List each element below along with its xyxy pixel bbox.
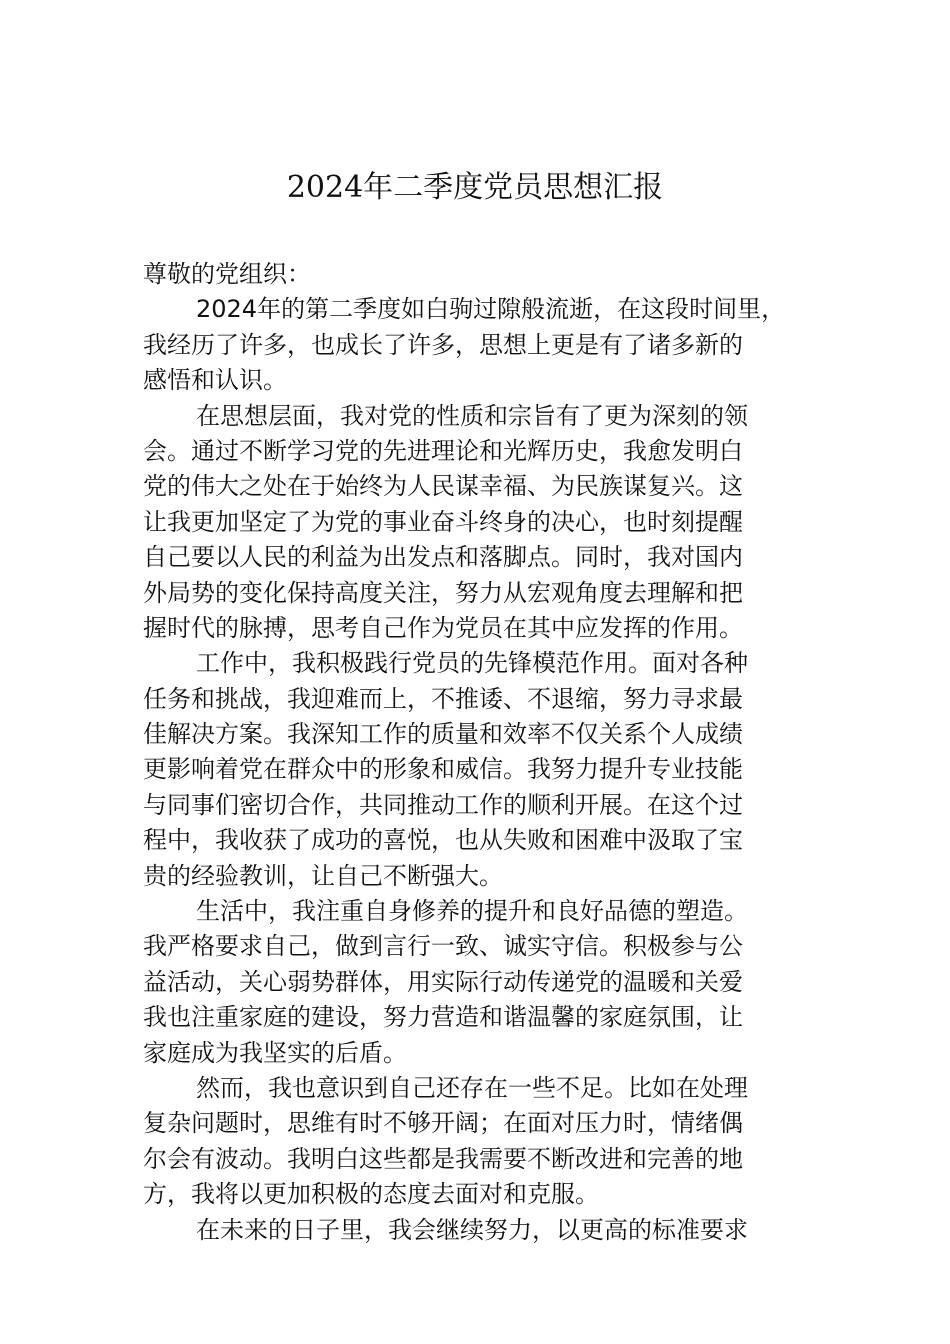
salutation-line: 尊敬的党组织： xyxy=(143,260,311,288)
paragraph-line: 与同事们密切合作，共同推动工作的顺利开展。在这个过 xyxy=(143,790,743,819)
paragraph-line: 让我更加坚定了为党的事业奋斗终身的决心，也时刻提醒 xyxy=(143,507,743,536)
paragraph-line: 感悟和认识。 xyxy=(143,366,287,395)
paragraph-line: 家庭成为我坚实的后盾。 xyxy=(143,1038,407,1067)
paragraph-line: 更影响着党在群众中的形象和威信。我努力提升专业技能 xyxy=(143,755,743,784)
paragraph-line: 我严格要求自己，做到言行一致、诚实守信。积极参与公 xyxy=(143,932,743,961)
paragraph-line: 2024年的第二季度如白驹过隙般流逝，在这段时间里， xyxy=(196,295,786,324)
paragraph-line: 党的伟大之处在于始终为人民谋幸福、为民族谋复兴。这 xyxy=(143,472,743,501)
paragraph-line: 程中，我收获了成功的喜悦，也从失败和困难中汲取了宝 xyxy=(143,826,743,855)
paragraph-line: 我也注重家庭的建设，努力营造和谐温馨的家庭氛围，让 xyxy=(143,1003,743,1032)
paragraph-line: 自己要以人民的利益为出发点和落脚点。同时，我对国内 xyxy=(143,543,743,572)
paragraph-line: 方，我将以更加积极的态度去面对和克服。 xyxy=(143,1180,599,1209)
paragraph-line: 在未来的日子里，我会继续努力，以更高的标准要求 xyxy=(196,1215,748,1244)
paragraph-line: 贵的经验教训，让自己不断强大。 xyxy=(143,861,503,890)
paragraph-line: 在思想层面，我对党的性质和宗旨有了更为深刻的领 xyxy=(196,401,748,430)
paragraph-line: 复杂问题时，思维有时不够开阔；在面对压力时，情绪偶 xyxy=(143,1109,743,1138)
paragraph-line: 益活动，关心弱势群体，用实际行动传递党的温暖和关爱 xyxy=(143,967,743,996)
paragraph-line: 然而，我也意识到自己还存在一些不足。比如在处理 xyxy=(196,1073,748,1102)
document-body xyxy=(143,257,828,1248)
paragraph-line: 我经历了许多，也成长了许多，思想上更是有了诸多新的 xyxy=(143,330,743,359)
paragraph-line: 佳解决方案。我深知工作的质量和效率不仅关系个人成绩 xyxy=(143,720,743,749)
paragraph-line: 握时代的脉搏，思考自己作为党员在其中应发挥的作用。 xyxy=(143,613,743,642)
document-title: 2024年二季度党员思想汇报 xyxy=(286,170,664,205)
paragraph-line: 工作中，我积极践行党员的先锋模范作用。面对各种 xyxy=(196,649,748,678)
paragraph-line: 任务和挑战，我迎难而上，不推诿、不退缩，努力寻求最 xyxy=(143,684,743,713)
paragraph-line: 外局势的变化保持高度关注，努力从宏观角度去理解和把 xyxy=(143,578,743,607)
paragraph-line: 尔会有波动。我明白这些都是我需要不断改进和完善的地 xyxy=(143,1144,743,1173)
paragraph-line: 生活中，我注重自身修养的提升和良好品德的塑造。 xyxy=(196,897,748,926)
paragraph-line: 会。通过不断学习党的先进理论和光辉历史，我愈发明白 xyxy=(143,436,743,465)
